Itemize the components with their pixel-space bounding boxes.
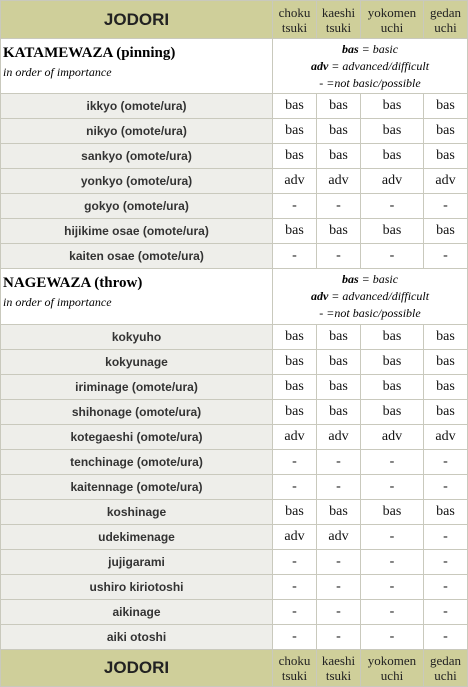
technique-row [1,325,468,350]
rating-cell: bas [361,375,424,400]
rating-cell: bas [424,325,468,350]
rating-cell: bas [317,325,361,350]
rating-cell: bas [317,119,361,144]
rating-cell: bas [361,400,424,425]
legend-basic [273,41,467,58]
rating-cell: adv [317,425,361,450]
rating-cell: - [273,475,317,500]
technique-row [1,575,468,600]
column-header-line1: choku [278,653,311,668]
legend-basic-desc: = basic [358,42,399,56]
technique-row [1,219,468,244]
column-header-line1: kaeshi [321,4,356,20]
rating-cell: bas [273,144,317,169]
rating-cell: adv [361,169,424,194]
rating-cell: - [361,450,424,475]
legend-basic [273,271,467,288]
technique-row [1,244,468,269]
column-header-line2: uchi [380,668,404,683]
rating-cell: bas [273,400,317,425]
footer-title: JODORI [1,650,273,687]
rating-cell: bas [361,144,424,169]
rating-cell: bas [273,119,317,144]
rating-cell: - [361,475,424,500]
technique-name: hijikime osae (omote/ura) [1,219,273,244]
rating-cell: - [317,194,361,219]
technique-row [1,169,468,194]
column-header-line2: tsuki [281,668,308,683]
technique-row [1,600,468,625]
legend-advanced-key: adv [310,59,329,73]
technique-name: aikinage [1,600,273,625]
technique-name: tenchinage (omote/ura) [1,450,273,475]
rating-cell: adv [361,425,424,450]
footer-row [1,650,468,687]
rating-cell: - [424,525,468,550]
rating-cell: - [317,550,361,575]
rating-cell: bas [424,119,468,144]
technique-row [1,550,468,575]
rating-cell: - [424,244,468,269]
header-row [1,1,468,39]
rating-cell: bas [317,375,361,400]
column-header-choku-tsuki [273,1,317,39]
column-header-line1: kaeshi [321,653,356,668]
footer-column-kaeshi-tsuki [317,650,361,687]
column-header-line2: tsuki [325,19,352,35]
rating-cell: bas [424,144,468,169]
section-subtitle: in order of importance [3,65,112,79]
legend-advanced-key: adv [310,289,329,303]
legend-basic-key: bas [341,42,359,56]
technique-name: jujigarami [1,550,273,575]
technique-row [1,144,468,169]
column-header-line2: uchi [434,668,457,683]
rating-cell: bas [361,94,424,119]
legend [273,39,468,94]
technique-row [1,425,468,450]
technique-name: koshinage [1,500,273,525]
rating-cell: - [273,575,317,600]
column-header-line1: yokomen [367,4,417,20]
rating-cell: bas [424,350,468,375]
rating-cell: bas [361,500,424,525]
rating-cell: adv [273,525,317,550]
rating-cell: bas [361,119,424,144]
footer-column-choku-tsuki [273,650,317,687]
column-header-line1: choku [278,4,311,20]
rating-cell: - [273,450,317,475]
technique-row [1,625,468,650]
rating-cell: adv [317,169,361,194]
column-header-line1: gedan [429,653,462,668]
technique-name: shihonage (omote/ura) [1,400,273,425]
technique-row [1,119,468,144]
rating-cell: - [361,194,424,219]
technique-row [1,350,468,375]
rating-cell: - [273,625,317,650]
technique-name: kokyuho [1,325,273,350]
footer-column-yokomen-uchi [361,650,424,687]
rating-cell: - [424,575,468,600]
rating-cell: adv [424,425,468,450]
technique-name: udekimenage [1,525,273,550]
technique-name: kaiten osae (omote/ura) [1,244,273,269]
technique-name: kaitennage (omote/ura) [1,475,273,500]
section-title: KATAMEWAZA (pinning) [3,45,176,61]
column-header-line2: tsuki [281,19,308,35]
rating-cell: - [273,550,317,575]
technique-row [1,94,468,119]
rating-cell: bas [361,350,424,375]
column-header-kaeshi-tsuki [317,1,361,39]
rating-cell: - [273,194,317,219]
legend-basic-desc: = basic [358,272,399,286]
rating-cell: - [361,244,424,269]
rating-cell: bas [317,400,361,425]
rating-cell: - [317,450,361,475]
rating-cell: adv [317,525,361,550]
rating-cell: - [424,194,468,219]
rating-cell: bas [424,500,468,525]
column-header-line2: uchi [434,19,457,35]
rating-cell: - [424,625,468,650]
technique-name: iriminage (omote/ura) [1,375,273,400]
column-header-line1: yokomen [367,653,417,668]
technique-row [1,500,468,525]
technique-name: aiki otoshi [1,625,273,650]
rating-cell: - [361,600,424,625]
rating-cell: - [361,625,424,650]
rating-cell: bas [273,94,317,119]
technique-name: sankyo (omote/ura) [1,144,273,169]
rating-cell: adv [273,425,317,450]
technique-name: yonkyo (omote/ura) [1,169,273,194]
section-header-row [1,269,468,325]
technique-name: ikkyo (omote/ura) [1,94,273,119]
section-title-cell [1,39,273,94]
rating-cell: bas [317,144,361,169]
rating-cell: bas [424,375,468,400]
rating-cell: bas [317,350,361,375]
technique-row [1,475,468,500]
column-header-yokomen-uchi [361,1,424,39]
rating-cell: bas [424,94,468,119]
rating-cell: - [317,600,361,625]
rating-cell: bas [317,219,361,244]
technique-name: ushiro kiriotoshi [1,575,273,600]
section-title-cell [1,269,273,325]
column-header-line2: tsuki [325,668,352,683]
rating-cell: - [424,475,468,500]
rating-cell: bas [273,375,317,400]
technique-name: kotegaeshi (omote/ura) [1,425,273,450]
rating-cell: bas [273,325,317,350]
column-header-line1: gedan [429,4,462,20]
legend-advanced [273,288,467,305]
footer-column-gedan-uchi [424,650,468,687]
technique-row [1,194,468,219]
rating-cell: - [317,475,361,500]
technique-row [1,400,468,425]
rating-cell: - [273,600,317,625]
technique-name: gokyo (omote/ura) [1,194,273,219]
section-header-row [1,39,468,94]
rating-cell: - [317,575,361,600]
rating-cell: bas [424,219,468,244]
legend-none: - =not basic/possible [319,306,421,320]
legend [273,269,468,325]
rating-cell: - [361,575,424,600]
rating-cell: bas [273,219,317,244]
section-subtitle: in order of importance [3,295,112,309]
rating-cell: - [317,244,361,269]
legend-advanced [273,58,467,75]
legend-advanced-desc: = advanced/difficult [328,59,430,73]
rating-cell: bas [317,94,361,119]
technique-row [1,450,468,475]
legend-basic-key: bas [341,272,359,286]
legend-none: - =not basic/possible [319,76,421,90]
rating-cell: - [424,550,468,575]
technique-name: kokyunage [1,350,273,375]
rating-cell: - [424,600,468,625]
legend-advanced-desc: = advanced/difficult [328,289,430,303]
rating-cell: - [317,625,361,650]
rating-cell: - [424,450,468,475]
rating-cell: bas [317,500,361,525]
rating-cell: - [273,244,317,269]
rating-cell: adv [273,169,317,194]
rating-cell: bas [273,350,317,375]
rating-cell: bas [424,400,468,425]
rating-cell: - [361,550,424,575]
rating-cell: bas [361,325,424,350]
rating-cell: bas [273,500,317,525]
technique-row [1,375,468,400]
technique-name: nikyo (omote/ura) [1,119,273,144]
table-title: JODORI [1,1,273,39]
rating-cell: - [361,525,424,550]
column-header-line2: uchi [380,19,404,35]
rating-cell: bas [361,219,424,244]
technique-row [1,525,468,550]
column-header-gedan-uchi [424,1,468,39]
rating-cell: adv [424,169,468,194]
section-title: NAGEWAZA (throw) [3,275,143,291]
